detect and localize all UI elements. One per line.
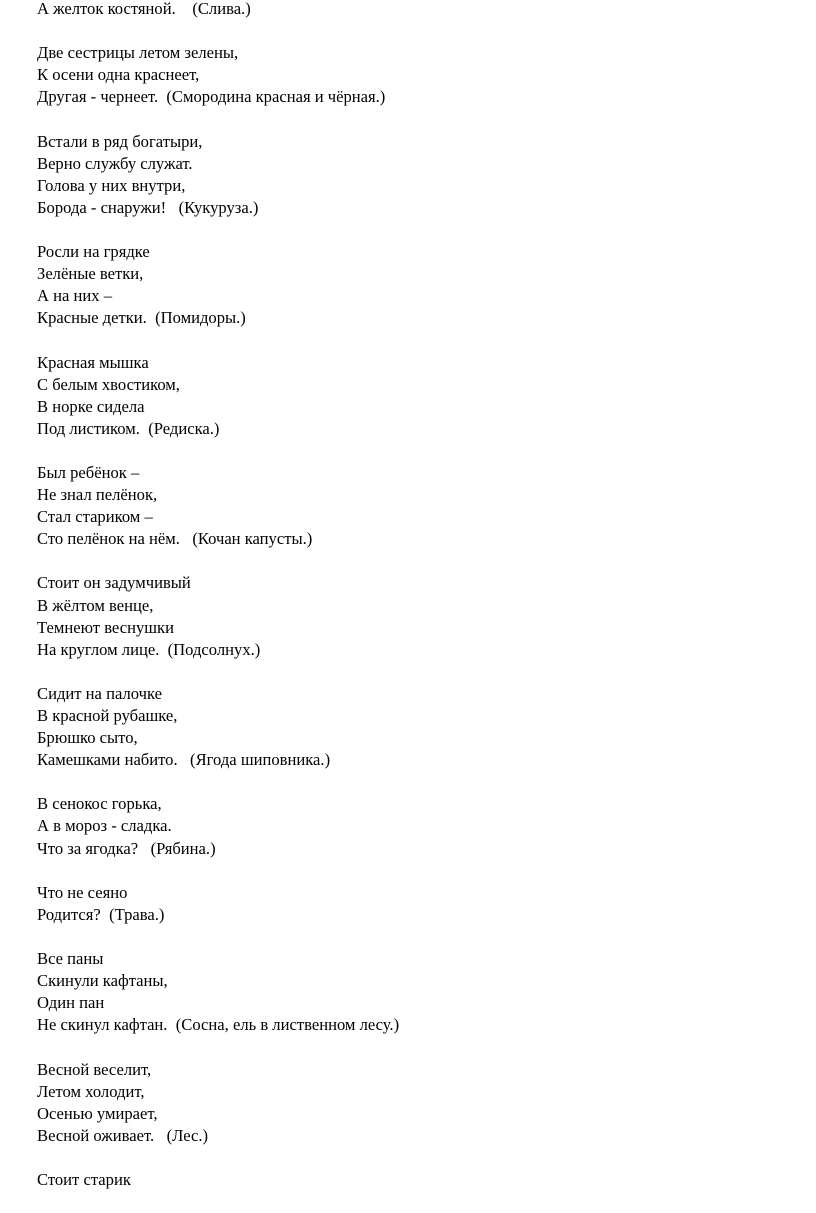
riddle-line: Что не сеяно [37,882,128,902]
riddle-line: К осени одна краснеет, [37,65,200,85]
riddle-block [37,462,797,550]
riddle-line: Стоит старик [37,1169,131,1189]
riddle-block [37,683,797,771]
riddle-line: В жёлтом венце, [37,595,154,615]
riddle-line: Стоит он задумчивый [37,573,191,593]
riddle-line: Летом холодит, [37,1081,145,1101]
riddle-line: Борода - снаружи! (Кукуруза.) [37,197,259,217]
riddle-block [37,131,797,219]
riddle-line: Под листиком. (Редиска.) [37,418,220,438]
riddle-line: С белым хвостиком, [37,374,180,394]
riddle-line: А на них – [37,286,113,306]
riddle-line: В норке сидела [37,396,145,416]
riddle-line: Голова у них внутри, [37,175,186,195]
riddle-line: Камешками набито. (Ягода шиповника.) [37,750,331,770]
riddle-line: А в мороз - сладка. [37,816,172,836]
riddle-line: Осенью умирает, [37,1103,158,1123]
riddle-line: Другая - чернеет. (Смородина красная и чёрная.) [37,87,386,107]
riddle-line: Сидит на палочке [37,683,162,703]
riddle-line: Все паны [37,949,104,969]
document-page [37,0,797,1213]
riddle-line: Росли на грядке [37,242,150,262]
riddle-block [37,793,797,859]
riddle-line: На круглом лице. (Подсолнух.) [37,639,261,659]
riddle-line: Скинули кафтаны, [37,971,168,991]
riddle-line: Сто пелёнок на нём. (Кочан капусты.) [37,529,313,549]
riddle-line: Красная мышка [37,352,149,372]
riddle-line: Весной оживает. (Лес.) [37,1125,209,1145]
riddle-line: Брюшко сыто, [37,728,138,748]
riddle-block [37,1059,797,1147]
riddle-block [37,948,797,1036]
riddle-line: Родится? (Трава.) [37,904,165,924]
riddle-line: В красной рубашке, [37,706,178,725]
riddle-line: Был ребёнок – [37,462,140,482]
riddle-line: Что за ягодка? (Рябина.) [37,838,216,858]
riddle-line: Красные детки. (Помидоры.) [37,308,246,328]
riddle-line: Две сестрицы летом зелены, [37,43,239,63]
riddle-block [37,42,797,108]
riddle-line: Не скинул кафтан. (Сосна, ель в лиственном лесу.) [37,1015,400,1035]
riddle-block [37,882,797,926]
riddle-line: Встали в ряд богатыри, [37,131,203,151]
riddle-line: Верно службу служат. [37,153,193,173]
riddle-line: В сенокос горька, [37,794,162,814]
riddle-line: А желток костяной. (Слива.) [37,0,251,18]
riddle-block [37,241,797,329]
riddle-line: Темнеют веснушки [37,617,174,637]
riddle-line: Не знал пелёнок, [37,485,158,505]
riddle-line: Стал стариком – [37,507,153,527]
riddle-block [37,352,797,440]
riddle-line: Весной веселит, [37,1059,152,1079]
riddle-line: Зелёные ветки, [37,264,144,284]
riddle-block [37,1169,797,1191]
riddle-block [37,572,797,660]
riddle-line: Один пан [37,993,105,1013]
riddle-block [37,0,797,20]
